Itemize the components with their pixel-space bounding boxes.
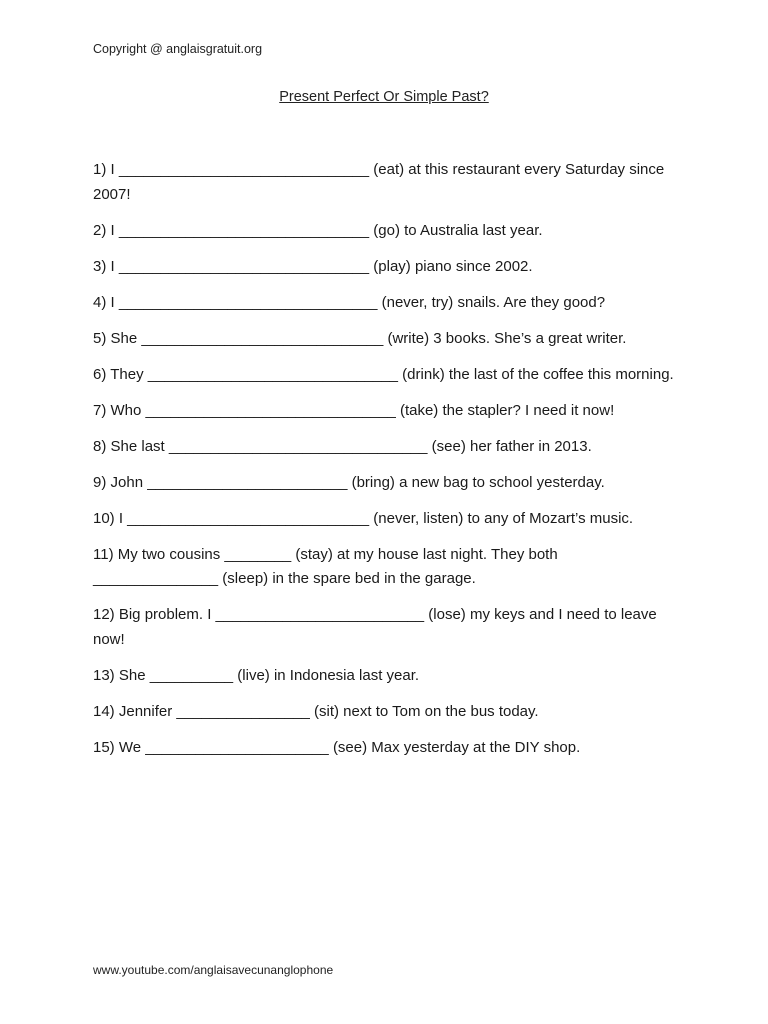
exercise-4: 4) I _______________________________ (never, try) snails. Are they good? <box>93 293 606 311</box>
exercise-15: 15) We ______________________ (see) Max yesterday at the DIY shop. <box>93 738 581 756</box>
footer-url: www.youtube.com/anglaisavecunanglophone <box>93 963 334 977</box>
worksheet-title: Present Perfect Or Simple Past? <box>279 89 489 105</box>
exercise-list <box>93 158 683 772</box>
exercise-12: 12) Big problem. I _________________________ (lose) my keys and I need to leave now! <box>93 606 657 648</box>
exercise-8: 8) She last _______________________________ (see) her father in 2013. <box>93 437 592 455</box>
exercise-6: 6) They ______________________________ (drink) the last of the coffee this morning. <box>93 365 674 383</box>
exercise-11: 11) My two cousins ________ (stay) at my house last night. They both _______________ (sleep) in the spare bed in the garage. <box>93 545 558 587</box>
exercise-1: 1) I ______________________________ (eat) at this restaurant every Saturday since 2007! <box>93 161 665 203</box>
exercise-10: 10) I _____________________________ (never, listen) to any of Mozart’s music. <box>93 509 634 527</box>
exercise-3: 3) I ______________________________ (play) piano since 2002. <box>93 257 533 275</box>
exercise-13: 13) She __________ (live) in Indonesia last year. <box>93 666 420 684</box>
exercise-5: 5) She _____________________________ (write) 3 books. She’s a great writer. <box>93 329 627 347</box>
exercise-14: 14) Jennifer ________________ (sit) next to Tom on the bus today. <box>93 702 539 720</box>
exercise-2: 2) I ______________________________ (go) to Australia last year. <box>93 221 543 239</box>
copyright-notice: Copyright @ anglaisgratuit.org <box>93 42 263 56</box>
exercise-7: 7) Who ______________________________ (take) the stapler? I need it now! <box>93 401 615 419</box>
exercise-9: 9) John ________________________ (bring) a new bag to school yesterday. <box>93 473 605 491</box>
